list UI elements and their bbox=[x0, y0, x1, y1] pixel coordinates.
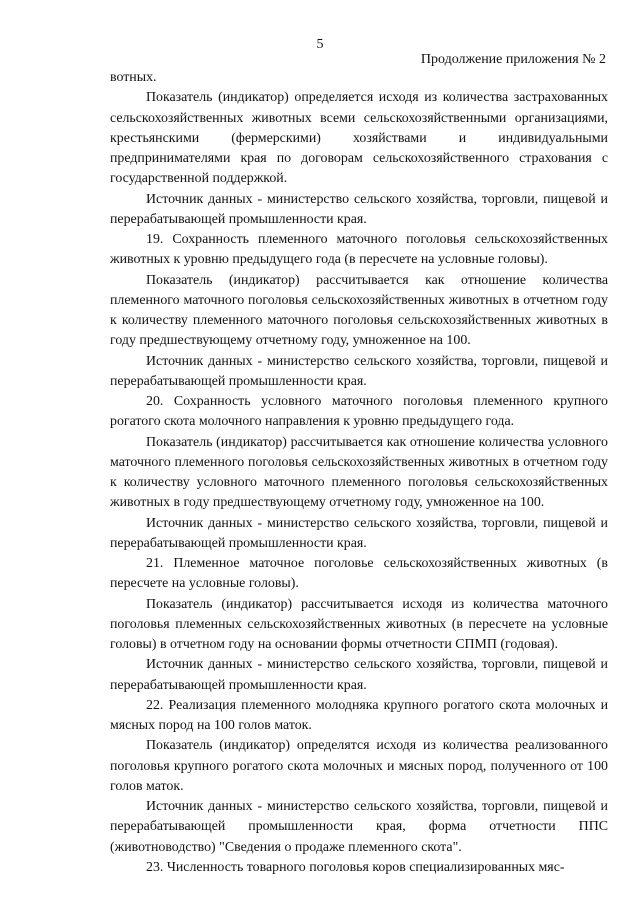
paragraph: Источник данных - министерство сельского хозяйства, торговли, пищевой и перерабатывающей промышленности края. bbox=[110, 657, 608, 693]
paragraph: Показатель (индикатор) определятся исходя из количества реализованного поголовья крупного рогатого скота молочных и мясных пород, полученного от 100 голов маток. bbox=[110, 738, 608, 794]
paragraph: 22. Реализация племенного молодняка крупного рогатого скота молочных и мясных пород на 100 голов маток. bbox=[110, 697, 608, 733]
paragraph: Показатель (индикатор) рассчитывается исходя из количества маточного поголовья племенных сельскохозяйственных животных (в пересчете на условные головы) в отчетном году на основании формы отчетности СПМП (годовая). bbox=[110, 596, 608, 652]
paragraph: Источник данных - министерство сельского хозяйства, торговли, пищевой и перерабатывающей промышленности края. bbox=[110, 191, 608, 227]
paragraph: Показатель (индикатор) определяется исходя из количества застрахованных сельскохозяйственных животных всеми сельскохозяйственными организациями, крестьянскими (фермерскими) хозяйствами и индивидуальными предпринимателями края по договорам сельскохозяйственного страхования с государственной поддержкой. bbox=[110, 90, 608, 187]
paragraph: 20. Сохранность условного маточного поголовья племенного крупного рогатого скота молочного направления к уровню предыдущего года. bbox=[110, 394, 608, 430]
appendix-note: Продолжение приложения № 2 bbox=[420, 52, 606, 67]
paragraph: Показатель (индикатор) рассчитывается как отношение количества племенного маточного поголовья сельскохозяйственных животных в отчетном году к количеству племенного маточного поголовья сельскохозяйственных животных в году предшествующему отчетному году, умноженное на 100. bbox=[110, 272, 608, 349]
paragraph: 21. Племенное маточное поголовье сельскохозяйственных животных (в пересчете на условные головы). bbox=[110, 556, 608, 592]
paragraph: Источник данных - министерство сельского хозяйства, торговли, пищевой и перерабатывающей промышленности края, форма отчетности ППС (животноводство) "Сведения о продаже племенного скота". bbox=[110, 799, 608, 855]
paragraph: Источник данных - министерство сельского хозяйства, торговли, пищевой и перерабатывающей промышленности края. bbox=[110, 515, 608, 551]
paragraph: 23. Численность товарного поголовья коров специализированных мяс- bbox=[146, 859, 565, 875]
paragraph: Показатель (индикатор) рассчитывается как отношение количества условного маточного племенного поголовья сельскохозяйственных животных в отчетном году к количеству условного маточного племенного поголовья сельскохозяйственных животных в году предшествующему отчетному году, умноженное на 100. bbox=[110, 434, 608, 511]
paragraph: вотных. bbox=[110, 70, 157, 85]
paragraph: 19. Сохранность племенного маточного поголовья сельскохозяйственных животных к уровню предыдущего года (в пересчете на условные головы). bbox=[110, 232, 608, 268]
page-number: 5 bbox=[316, 37, 324, 52]
paragraph: Источник данных - министерство сельского хозяйства, торговли, пищевой и перерабатывающей промышленности края. bbox=[110, 353, 608, 389]
document-body bbox=[110, 68, 608, 878]
